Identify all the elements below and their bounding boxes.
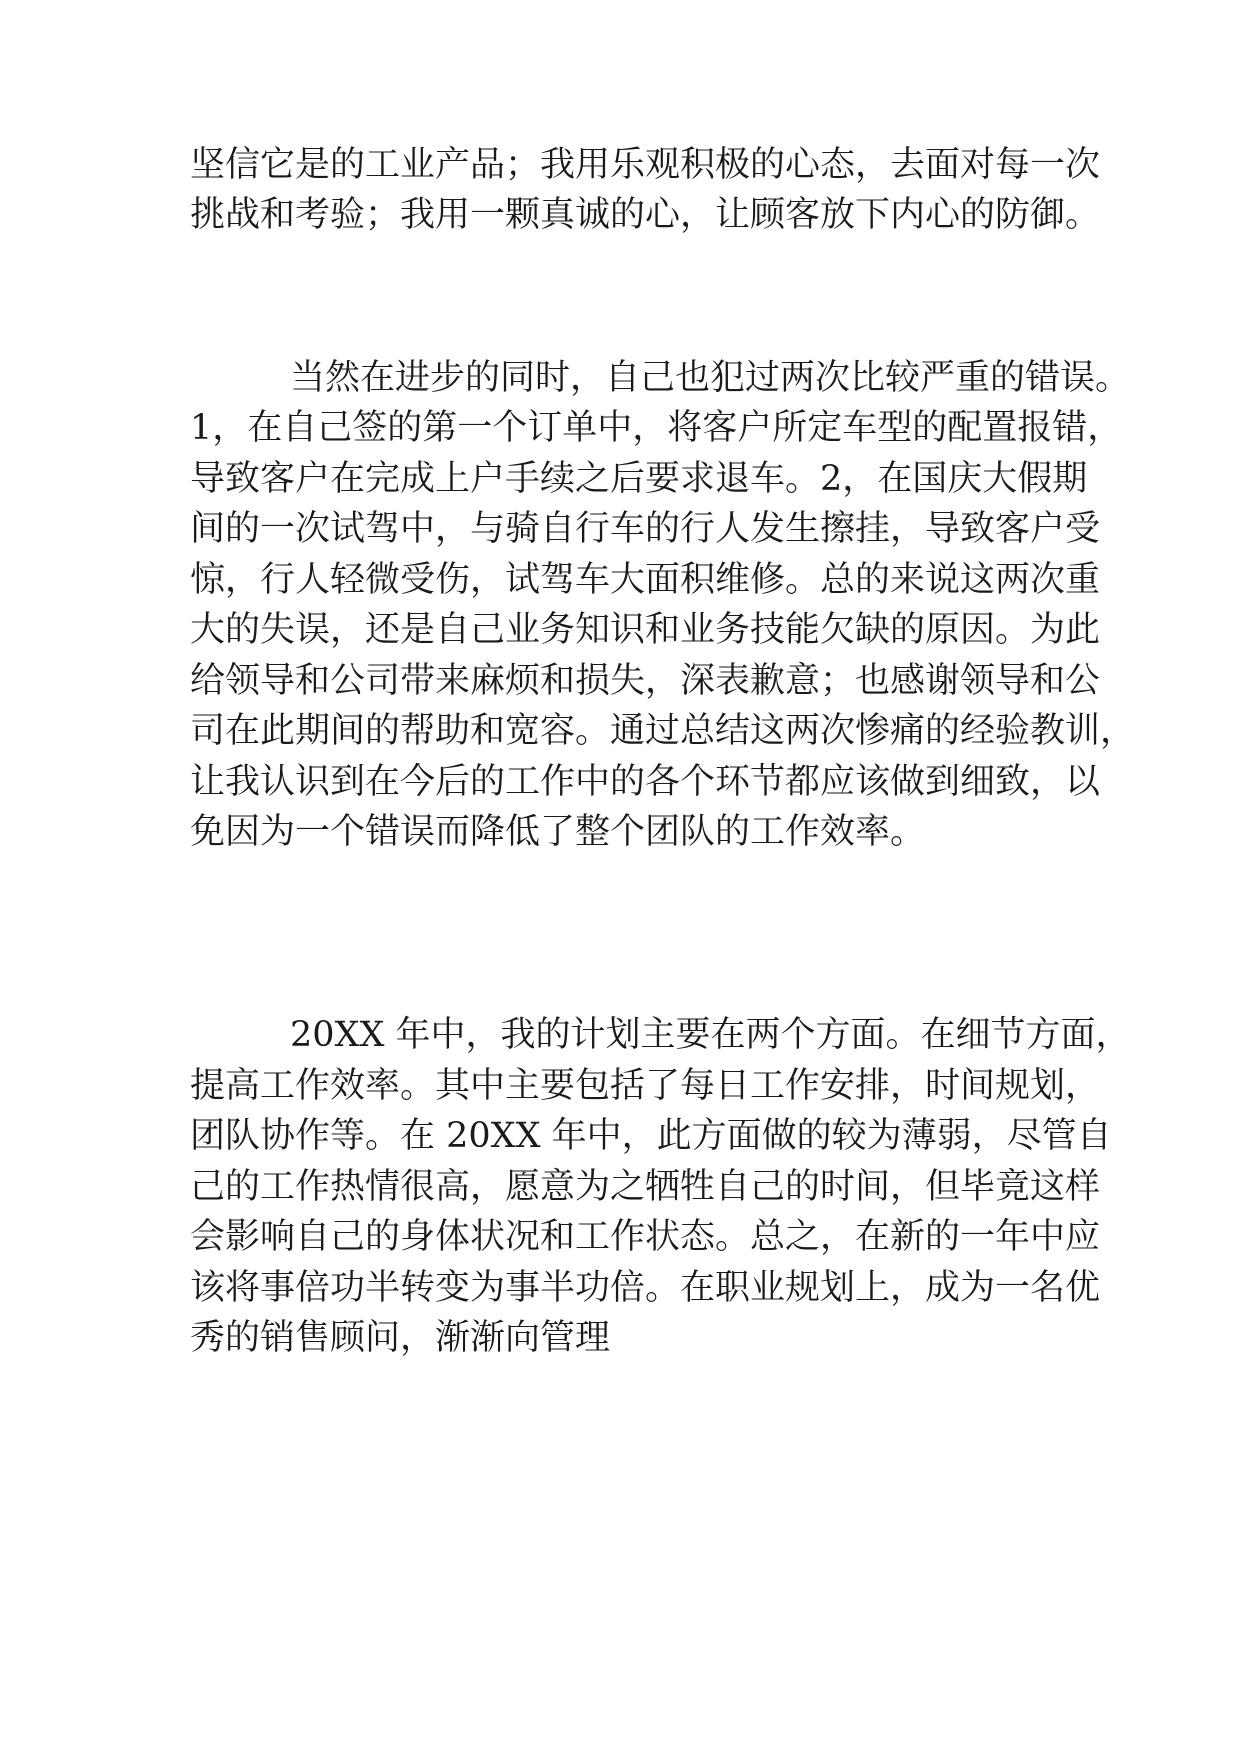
paragraph-2-line-2: 1，在自己签的第一个订单中，将客户所定车型的配置报错， <box>190 408 1123 448</box>
paragraph-3-line-6: 该将事倍功半转变为事半功倍。在职业规划上，成为一名优 <box>190 1268 1101 1308</box>
paragraph-1-line-1: 坚信它是的工业产品；我用乐观积极的心态，去面对每一次 <box>190 145 1101 185</box>
paragraph-2-line-8: 司在此期间的帮助和宽容。通过总结这两次惨痛的经验教训， <box>190 711 1136 751</box>
paragraph-1-line-2: 挑战和考验；我用一颗真诚的心，让顾客放下内心的防御。 <box>190 195 1101 235</box>
paragraph-3-line-1: 20XX 年中，我的计划主要在两个方面。在细节方面， <box>290 1015 1131 1055</box>
paragraph-2-line-10: 免因为一个错误而降低了整个团队的工作效率。 <box>190 812 926 852</box>
paragraph-2-line-5: 惊，行人轻微受伤，试驾车大面积维修。总的来说这两次重 <box>190 560 1101 600</box>
paragraph-2-line-9: 让我认识到在今后的工作中的各个环节都应该做到细致，以 <box>190 762 1101 802</box>
paragraph-3-line-3: 团队协作等。在 20XX 年中，此方面做的较为薄弱，尽管自 <box>190 1116 1112 1156</box>
paragraph-3-line-5: 会影响自己的身体状况和工作状态。总之，在新的一年中应 <box>190 1217 1101 1257</box>
paragraph-2-line-6: 大的失误，还是自己业务知识和业务技能欠缺的原因。为此 <box>190 610 1101 650</box>
paragraph-2-line-3: 导致客户在完成上户手续之后要求退车。2，在国庆大假期 <box>190 459 1088 499</box>
paragraph-2-line-1: 当然在进步的同时，自己也犯过两次比较严重的错误。 <box>290 358 1131 398</box>
paragraph-2-line-4: 间的一次试驾中，与骑自行车的行人发生擦挂，导致客户受 <box>190 509 1101 549</box>
paragraph-2-line-7: 给领导和公司带来麻烦和损失，深表歉意；也感谢领导和公 <box>190 661 1101 701</box>
paragraph-3-line-2: 提高工作效率。其中主要包括了每日工作安排，时间规划， <box>190 1066 1101 1106</box>
paragraph-3-line-4: 己的工作热情很高，愿意为之牺牲自己的时间，但毕竟这样 <box>190 1167 1101 1207</box>
paragraph-3-line-7: 秀的销售顾问，渐渐向管理 <box>190 1318 611 1358</box>
